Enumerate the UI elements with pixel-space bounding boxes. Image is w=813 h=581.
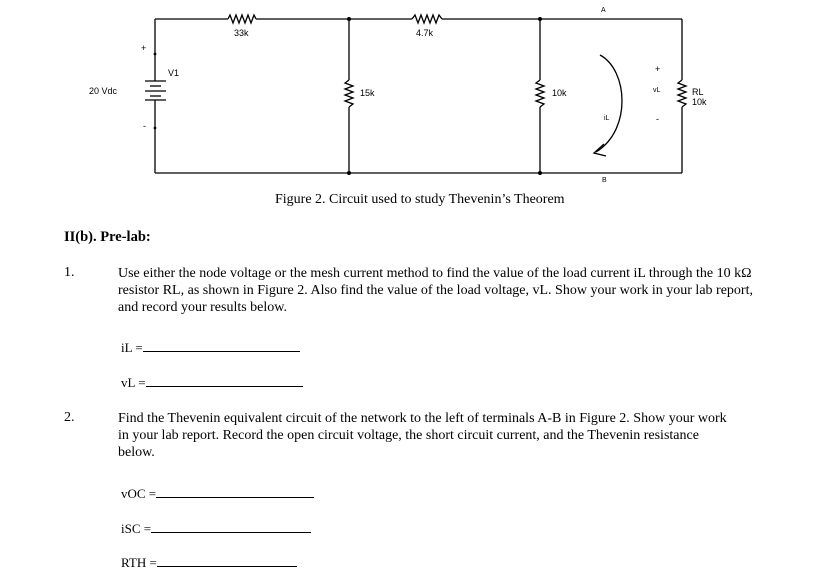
load-current-label: iL — [604, 115, 610, 122]
resistor-10k-label: 10k — [552, 88, 567, 98]
question-2-text: Find the Thevenin equivalent circuit of the network to the left of terminals A-B in Figure 2. Show your work in your lab report. Record the open circuit voltage, the short circuit current, and the Thevenin resistance below. — [118, 411, 727, 460]
answer-voc-blank[interactable] — [156, 486, 314, 498]
question-2-number: 2. — [64, 410, 75, 425]
resistor-15k-symbol — [345, 80, 353, 107]
resistor-4p7k-symbol — [412, 15, 442, 23]
load-resistor-name: RL — [692, 87, 704, 97]
question-1-number: 1. — [64, 265, 75, 280]
resistor-33k-symbol — [228, 15, 256, 23]
resistor-4p7k-label: 4.7k — [416, 28, 434, 38]
source-plus-sign: + — [141, 43, 147, 53]
load-resistor-value: 10k — [692, 97, 707, 107]
load-minus-sign: - — [656, 114, 659, 124]
source-label: V1 — [168, 68, 180, 78]
resistor-33k-label: 33k — [234, 28, 249, 38]
answer-rth-blank[interactable] — [157, 555, 297, 567]
resistor-15k-label: 15k — [360, 88, 375, 98]
load-plus-sign: + — [655, 64, 661, 74]
answer-il-blank[interactable] — [143, 340, 300, 352]
answer-vl-row — [121, 375, 303, 391]
answer-rth-label: RTH = — [121, 555, 157, 570]
answer-il-row — [121, 340, 300, 356]
answer-isc-label: iSC = — [121, 521, 152, 536]
answer-voc-row — [121, 486, 314, 502]
answer-voc-label: vOC = — [121, 486, 157, 501]
answer-vl-blank[interactable] — [146, 375, 303, 387]
answer-isc-row — [121, 521, 311, 537]
answer-isc-blank[interactable] — [151, 521, 311, 533]
figure-caption: Figure 2. Circuit used to study Thevenin’s Theorem — [275, 192, 565, 207]
load-voltage-label: vL — [653, 87, 661, 94]
section-heading: II(b). Pre-lab: — [64, 229, 151, 245]
question-1-text: Use either the node voltage or the mesh current method to find the value of the load current iL through the 10 kΩ resistor RL, as shown in Figure 2. Also find the value of the load voltage, vL. Show your work in your lab report, and record your results below. — [118, 266, 753, 315]
node-b-label: B — [602, 177, 607, 184]
source-value: 20 Vdc — [89, 86, 118, 96]
answer-vl-label: vL = — [121, 375, 146, 390]
source-minus-sign: - — [143, 121, 146, 131]
node-a-label: A — [601, 7, 606, 14]
load-current-arrow — [596, 55, 622, 152]
resistor-10k-symbol — [536, 80, 544, 107]
resistor-RL-symbol — [678, 80, 686, 107]
answer-il-label: iL = — [121, 340, 143, 355]
answer-rth-row — [121, 555, 297, 571]
